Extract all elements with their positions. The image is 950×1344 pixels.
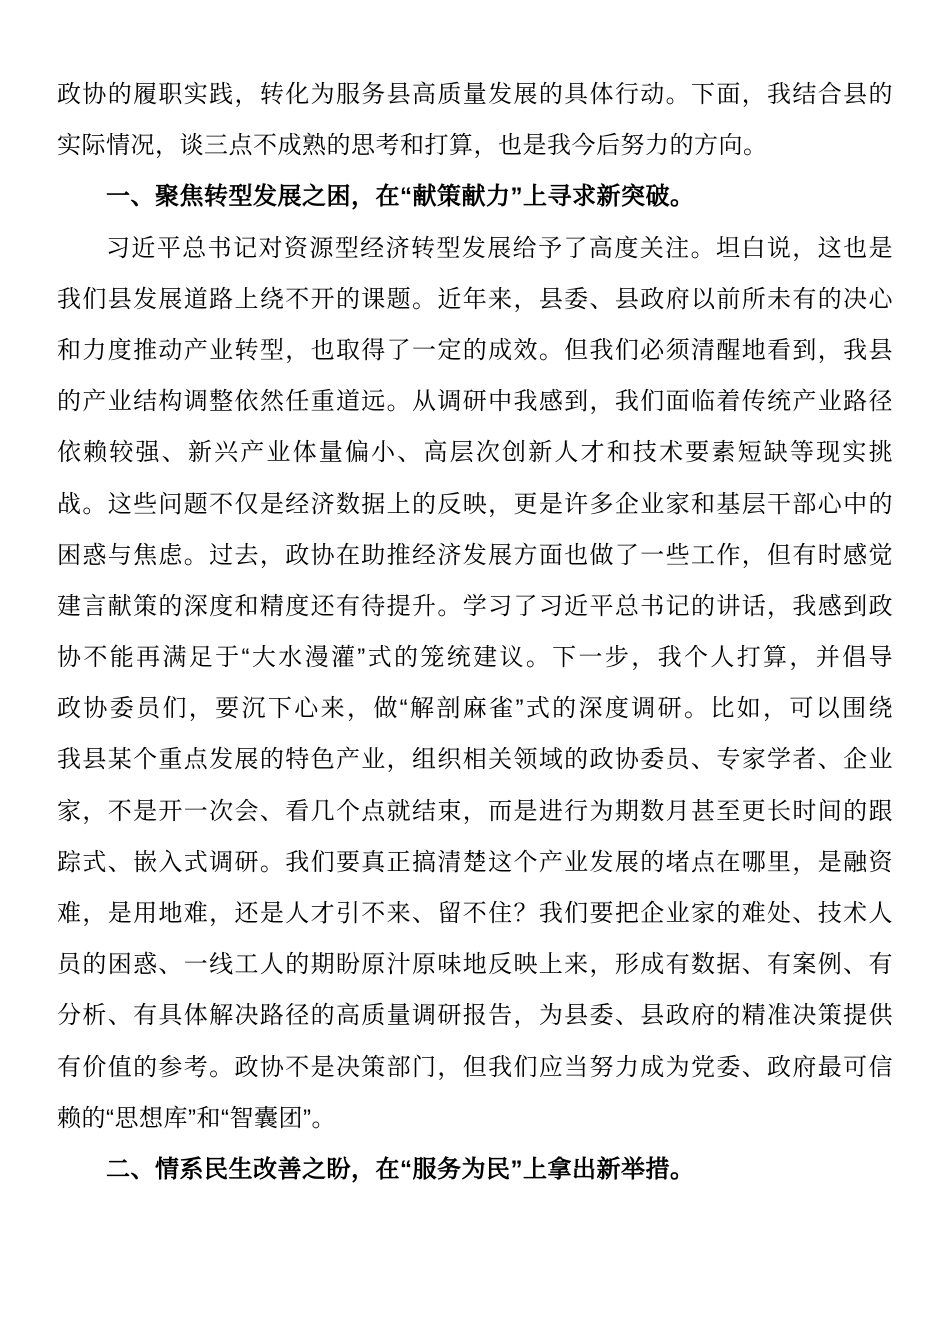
text-line: 建言献策的深度和精度还有待提升。学习了习近平总书记的讲话，我感到政 — [57, 592, 893, 620]
text-line: 困惑与焦虑。过去，政协在助推经济发展方面也做了一些工作，但有时感觉 — [57, 541, 893, 569]
document-content — [57, 69, 893, 1195]
text-line: 家，不是开一次会、看几个点就结束，而是进行为期数月甚至更长时间的跟 — [57, 797, 893, 825]
text-line: 协不能再满足于“大水漫灌”式的笼统建议。下一步，我个人打算，并倡导 — [57, 644, 893, 672]
text-line: 赖的“思想库”和“智囊团”。 — [57, 1104, 336, 1132]
paragraph — [57, 223, 893, 1144]
text-line: 我县某个重点发展的特色产业，组织相关领域的政协委员、专家学者、企业 — [57, 746, 893, 774]
text-line: 难，是用地难，还是人才引不来、留不住？我们要把企业家的难处、技术人 — [57, 900, 893, 927]
section-heading — [57, 171, 893, 222]
section-heading — [57, 1144, 893, 1195]
text-line: 踪式、嵌入式调研。我们要真正搞清楚这个产业发展的堵点在哪里，是融资 — [57, 848, 893, 876]
text-line: 有价值的参考。政协不是决策部门，但我们应当努力成为党委、政府最可信 — [57, 1053, 893, 1081]
heading-line: 一、聚焦转型发展之困，在“献策献力”上寻求新突破。 — [106, 183, 695, 211]
text-line: 的产业结构调整依然任重道远。从调研中我感到，我们面临着传统产业路径 — [57, 388, 893, 416]
text-line: 依赖较强、新兴产业体量偏小、高层次创新人才和技术要素短缺等现实挑 — [57, 439, 893, 467]
paragraph — [57, 69, 893, 171]
text-line: 实际情况，谈三点不成熟的思考和打算，也是我今后努力的方向。 — [57, 132, 768, 160]
text-line: 分析、有具体解决路径的高质量调研报告，为县委、县政府的精准决策提供 — [57, 1002, 893, 1030]
text-line: 员的困惑、一线工人的期盼原汁原味地反映上来，形成有数据、有案例、有 — [57, 951, 893, 979]
text-line: 习近平总书记对资源型经济转型发展给予了高度关注。坦白说，这也是 — [106, 234, 893, 262]
text-line: 和力度推动产业转型，也取得了一定的成效。但我们必须清醒地看到，我县 — [57, 336, 893, 364]
text-line: 我们县发展道路上绕不开的课题。近年来，县委、县政府以前所未有的决心 — [57, 285, 893, 313]
text-line: 战。这些问题不仅是经济数据上的反映，更是许多企业家和基层干部心中的 — [57, 490, 893, 518]
text-line: 政协的履职实践，转化为服务县高质量发展的具体行动。下面，我结合县的 — [57, 81, 893, 108]
text-line: 政协委员们，要沉下心来，做“解剖麻雀”式的深度调研。比如，可以围绕 — [57, 695, 893, 723]
heading-line: 二、情系民生改善之盼，在“服务为民”上拿出新举措。 — [106, 1155, 695, 1183]
